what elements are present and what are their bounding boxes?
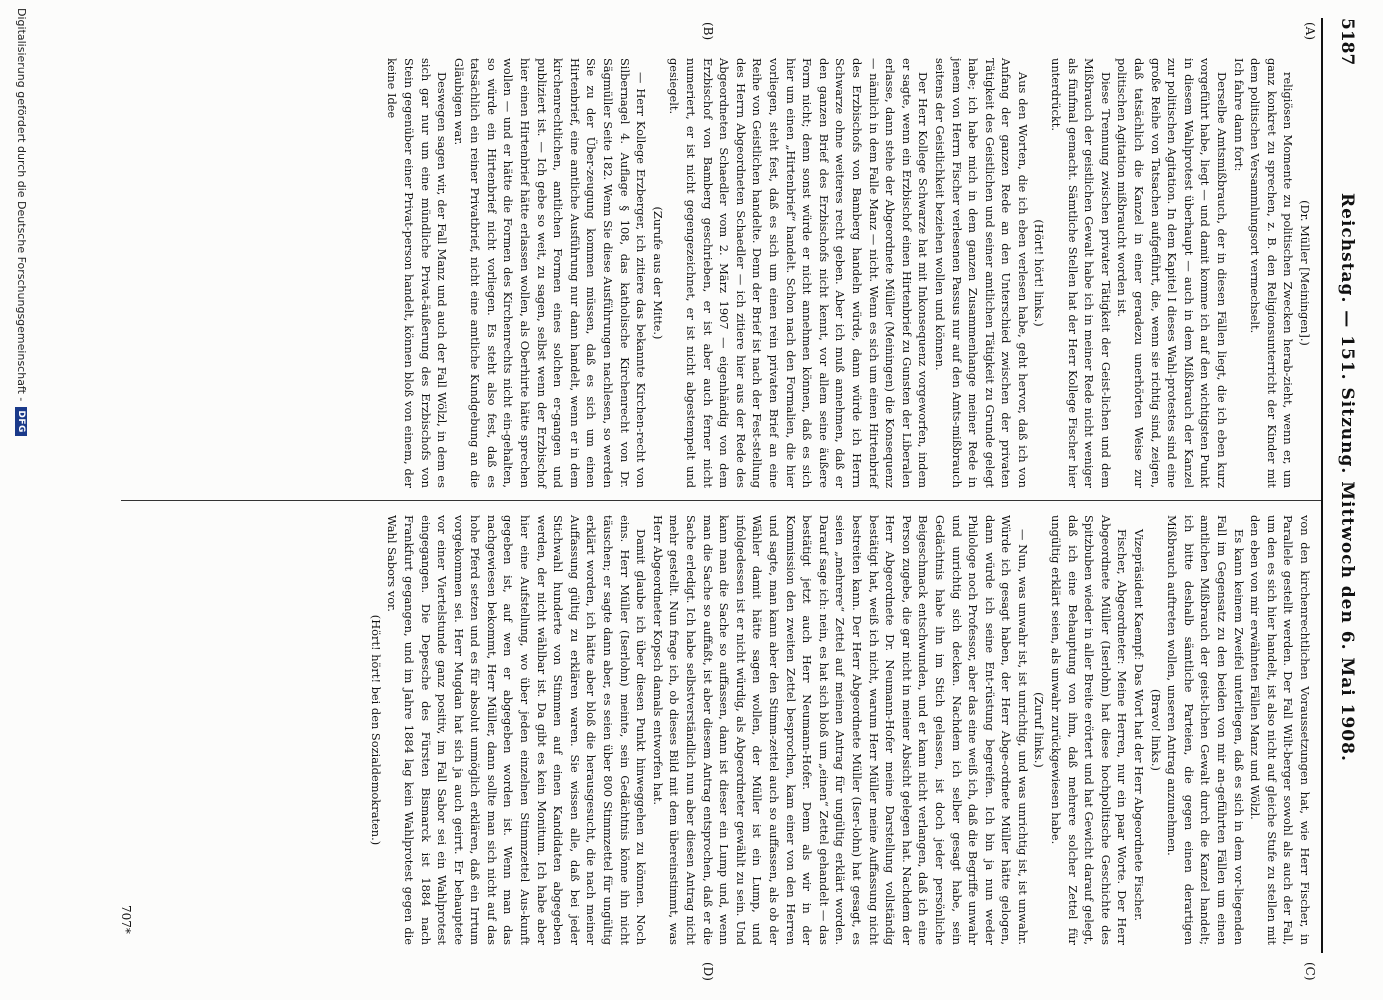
margin-marker-d: (D) bbox=[701, 962, 715, 981]
margin-marker-c: (C) bbox=[1303, 962, 1317, 981]
margin-marker-b: (B) bbox=[701, 22, 715, 41]
paragraph: Damit glaube ich über diesen Punkt hinweggehen zu können. Noch eins. Herr Müller (Iserlohn) meinte, sein Gedächtnis könne ihn nicht täuschen; er sagte dann aber, es seien über 800 Stimmzettel für ungültig erklärt worden, ich hätte aber bloß die herausgesucht, die nach meiner Auffassung gültig zu erklären waren. Sie wissen alle, daß bei jeder Stichwahl hunderte von Stimmen auf einen Kandidaten abgegeben werden, der nicht wählbar ist. Da gibt es kein Monitum. Ich habe aber hier eine Aufstellung, wo über jeden einzelnen Stimmzettel Aus-kunft gegeben ist, auf wen er abgegeben worden ist. Wenn man das nachgewiesen bekommt, Herr Müller, dann sollte man sich nicht auf das hohe Pferd setzen und es für absolut unmöglich erklären, daß ein Irrtum vorgekommen sei. Herr Mugdan hat sich ja auch geirrt. Er behauptete vor einer Viertelstunde ganz positiv, im Fall Sabor sei ein Wahlprotest eingegangen. Die Depesche des Fürsten Bismarck ist 1884 nach Frankfurt gegangen, und im Jahre 1884 lag kein Wahlprotest gegen die Wahl Sabors vor. bbox=[385, 515, 649, 945]
paragraph: Fischer, Abgeordneter: Meine Herren, nur ein paar Worte. Der Herr Abgeordnete Müller (Iserlohn) hat diese hochpolitische Geschichte des Spitzbuben wieder in aller Breite erörtert und hat Gewicht darauf gelegt, daß ich eine Behauptung von ihm, daß mehrere solcher Zettel für ungültig erklärt seien, als unwahr zurückgewiesen habe. bbox=[1049, 515, 1130, 945]
interjection: (Hört! hört! links.) bbox=[1032, 219, 1047, 327]
interjection: (Hört! hört! bei den Sozialdemokraten.) bbox=[368, 614, 383, 846]
paragraph: Deswegen sagen wir, der Fall Manz und auch der Fall Wölzl, in dem es sich gar nur um eine mündliche Privat-äußerung des Erzbischofs von Stein gegenüber einer Privat-person handelt, können bloß von einem, der keine Idee bbox=[385, 58, 450, 488]
interjection: (Zuruf links.) bbox=[1032, 692, 1047, 768]
page-title: Reichstag. — 151. Sitzung. Mittwoch den 6. Mai 1908. bbox=[1337, 193, 1357, 762]
left-text-column bbox=[384, 58, 1313, 488]
paragraph: religiösen Momente zu politischen Zwecken herab-zieht, wenn er, um ganz konkret zu sprechen, z. B. den Religionsunterricht der Kinder mit dem politischen Versammlungsort vermechselt. bbox=[1248, 58, 1296, 488]
interjection: (Zurufe aus der Mitte.) bbox=[650, 206, 665, 340]
right-text-column bbox=[367, 515, 1313, 945]
paragraph: — Herr Kollege Erzberger, ich zitiere das bekannte Kirchen-recht von Silbernagel 4. Auflage § 108, das katholische Kirchenrecht von Dr. Sägmüller Seite 182. Wenn Sie diese Ausführungen nachlesen, so werden Sie zu der Über-zeugung kommen müssen, daß es sich um einen Hirtenbrief, eine amtliche Ausführung nur dann handelt, wenn er in dem kirchenrechtlichen, amtlichen Formen eines solchen er-gangen und publiziert ist. — Ich gebe so weit, zu sagen, selbst wenn der Erzbischof hier einen Hirtenbrief hätte erlassen wollen, als Oberhirte hätte sprechen wollen — und er hätte die Formen des Kirchenrechts nicht ein-gehalten, so würde ein Hirtenbrief nicht vorliegen. Es steht also fest, daß es tatsächlich ein reiner Privatbrief, nicht eine amtliche Kundgebung an die Gläubigen war. bbox=[451, 58, 649, 488]
signature-mark: 707* bbox=[119, 905, 133, 934]
credit-text: Digitalisierung gefördert durch die Deutsche Forschungsgemeinschaft - bbox=[15, 8, 28, 402]
interjection: (Bravo! links.) bbox=[1148, 689, 1163, 771]
paragraph: Aus den Worten, die ich eben verlesen habe, geht hervor, daß ich von Anfang der ganzen Rede an den Unterschied zwischen der privaten Tätigkeit des Geistlichen und seiner amtlichen Tätigkeit zu Grunde gelegt habe; ich habe mich in dem ganzen Zusammenhange meiner Rede in jenem von Herrn Fischer verlesenen Passus nur auf den Amts-mißbrauch seitens der Geistlichkeit beziehen wollen und können. bbox=[932, 58, 1030, 488]
paragraph: Ich fahre dann fort: bbox=[1231, 58, 1246, 172]
page-number: 5187 bbox=[1337, 18, 1357, 66]
margin-marker-a: (A) bbox=[1303, 22, 1317, 41]
paragraph: Der Herr Kollege Schwarze hat mit Inkonsequenz vorgeworfen, indem er sagte, wenn ein Erzbischof einen Hirtenbrief zu Gunsten der Liberalen erlasse, dann stehe der Abgeordnete Müller (Meiningen) die Konsequenz — nämlich in dem Falle Manz — nicht. Wenn es sich um einen Hirtenbrief des Erzbischofs von Bamberg handeln würde, dann würde ich Herrn Schwarze ohne weiteres recht geben. Aber ich muß annehmen, daß er den ganzen Brief des Erzbischofs nicht kennt, vor allem seine äußere Form nicht; denn sonst würde er nicht annehmen können, daß es sich hier um einen „Hirtenbrief“ handelt. Schon nach den Formalien, die hier vorliegen, steht fest, daß es sich um einen rein privaten Brief an eine Reihe von Geistlichen handelte. Denn der Brief ist nach der Fest-stellung des Herrn Abgeordneten Schaedler — ich zitiere hier aus der Rede des Abgeordneten Schaedler vom 2. März 1907 — eigenhändig von dem Erzbischof von Bamberg geschrieben, er ist aber auch ferner nicht numeriert, er ist nicht gegengezeichnet, er ist nicht abgestempelt und gesiegelt. bbox=[667, 58, 931, 488]
paragraph: von den kirchenrechtlichen Voraussetzungen hat, wie Herr Fischer, in Parallele gestellt werden. Der Fall Wilt-berger sowohl als auch der Fall, um den es sich hier handelt, ist also nicht auf gleiche Stufe zu stellen mit den eben von mir erwähnten Fällen Manz und Wölzl. bbox=[1248, 515, 1312, 945]
dfg-logo: DFG bbox=[16, 407, 28, 436]
paragraph: Es kann keinem Zweifel unterliegen, daß es sich in dem vor-liegenden Fall im Gegensatz zu den beiden von mir an-geführten Fällen um einen amtlichen Mißbrauch der geist-lichen Gewalt durch die Kanzel handelt; ich bitte deshalb sämtliche Parteien, die gegen einen derartigen Mißbrauch auftreten wollen, unseren Antrag anzunehmen. bbox=[1165, 515, 1246, 945]
paragraph: Vizepräsident Kaempf: Das Wort hat der Herr Abgeordnete Fischer. bbox=[1132, 529, 1147, 922]
column-divider bbox=[121, 500, 1321, 501]
header-rule bbox=[1321, 18, 1323, 953]
paragraph: — Nun, was unwahr ist, ist unrichtig, und was unrichtig ist, ist unwahr. Würde ich gesagt haben, der Herr Abge-ordnete Müller hätte gelogen, dann würde ich seine Ent-rüstung begreifen. Ich bin ja nun weder Philologe noch Professor, aber das eine weiß ich, daß die Begriffe unwahr und unrichtig sich decken. Nachdem ich selber gesagt habe, sein Gedächtnis habe ihn im Stich gelassen, ist doch jeder persönliche Beigeschmack entschwunden, und er kann nicht verlangen, daß ich eine Person zugebe, die gar nicht in meiner Absicht gelegen hat. Nachdem der Herr Abgeordnete Dr. Neumann-Hofer meine Darstellung vollständig bestätigt hat, weiß ich nicht, warum Herr Müller meine Auffassung nicht bestreiten kann. Der Herr Abgeordnete Müller (Iser-lohn) hat gesagt, es seien „mehrere“ Zettel auf meinen Antrag für ungültig erklärt worden. Darauf sage ich: nein, es hat sich bloß um „einen“ Zettel gehandelt — das bestätigt jetzt auch Herr Neumann-Hofer. Denn als wir in der Kommission den zweiten Zettel besprochen, kam einer von den Herren und sagte, man kann aber den Stimm-zettel auch so auffassen, als ob der Wähler damit hätte sagen wollen, der Müller ist ein Lump, und infolgedessen ist er nicht würdig, als Abgeordneter gewählt zu sein. Und kann man die Sache so auffassen, dann ist dieser ein Lump und, wenn man die Sache so auffaßt, ist aber diesem Antrag entsprochen, daß er die Sache erledigt. Ich habe selbstverständlich nun aber diesen Antrag nicht mehr gestellt. Nun frage ich, ob dieses Bild mit dem übereinstimmt, was Herr Abgeordneter Kopsch damals entworfen hat. bbox=[650, 515, 1030, 945]
paragraph: Derselbe Amtsmißbrauch, der in diesen Fällen liegt, die ich eben kurz vorgeführt habe, liegt — und damit komme ich auf den wichtigsten Punkt in diesem Wahlprotest überhaupt — auch in dem Mißbrauch der Kanzel zur politischen Agitation. In dem Kapitel I dieses Wahl-protestes sind eine große Reihe von Tatsachen aufgeführt, die, wenn sie richtig sind, zeigen, daß tatsächlich die Kanzel in einer geradezu unerhörten Weise zur politischen Agitation mißbraucht worden ist. bbox=[1115, 58, 1230, 488]
digitization-credit bbox=[15, 8, 28, 436]
paragraph: Diese Trennung zwischen privater Tätigkeit der Geist-lichen und dem Mißbrauch der geistlichen Gewalt habe ich in meiner Rede nicht weniger als fünfmal gemacht. Sämtliche Stellen hat der Herr Kollege Fischer hier unterdrückt. bbox=[1049, 58, 1113, 488]
interjection: (Dr. Müller [Meiningen].) bbox=[1298, 200, 1312, 346]
page-header bbox=[1333, 18, 1361, 953]
